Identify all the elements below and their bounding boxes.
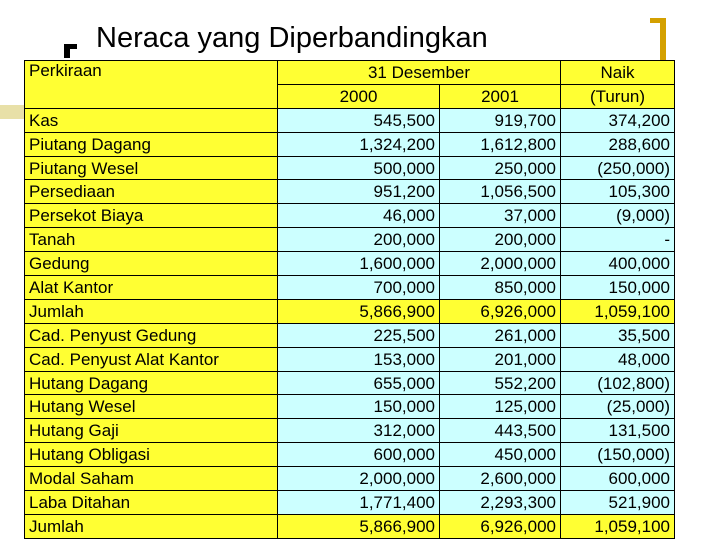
value-2001-cell: 850,000 bbox=[440, 276, 561, 300]
change-cell: 1,059,100 bbox=[561, 514, 675, 538]
value-2001-cell: 200,000 bbox=[440, 228, 561, 252]
value-2001-cell: 125,000 bbox=[440, 395, 561, 419]
value-2001-cell: 2,293,300 bbox=[440, 491, 561, 515]
value-2000-cell: 655,000 bbox=[278, 371, 440, 395]
value-2000-cell: 5,866,900 bbox=[278, 514, 440, 538]
table-row bbox=[25, 395, 675, 419]
value-2000-cell: 500,000 bbox=[278, 156, 440, 180]
period-header: 31 Desember bbox=[278, 61, 561, 85]
change-cell: (9,000) bbox=[561, 204, 675, 228]
change-cell: 374,200 bbox=[561, 108, 675, 132]
table-row bbox=[25, 467, 675, 491]
value-2000-cell: 600,000 bbox=[278, 443, 440, 467]
value-2001-cell: 201,000 bbox=[440, 347, 561, 371]
value-2001-cell: 1,056,500 bbox=[440, 180, 561, 204]
account-cell: Cad. Penyust Gedung bbox=[25, 323, 278, 347]
value-2000-cell: 200,000 bbox=[278, 228, 440, 252]
account-cell: Jumlah bbox=[25, 514, 278, 538]
value-2001-cell: 443,500 bbox=[440, 419, 561, 443]
value-2000-cell: 46,000 bbox=[278, 204, 440, 228]
change-cell: 105,300 bbox=[561, 180, 675, 204]
account-cell: Laba Ditahan bbox=[25, 491, 278, 515]
value-2001-cell: 250,000 bbox=[440, 156, 561, 180]
change-header-line1: Naik bbox=[561, 61, 675, 85]
change-cell: (102,800) bbox=[561, 371, 675, 395]
account-cell: Tanah bbox=[25, 228, 278, 252]
value-2000-cell: 153,000 bbox=[278, 347, 440, 371]
table-row bbox=[25, 371, 675, 395]
value-2000-cell: 1,771,400 bbox=[278, 491, 440, 515]
value-2001-cell: 2,000,000 bbox=[440, 252, 561, 276]
account-cell: Modal Saham bbox=[25, 467, 278, 491]
table-row bbox=[25, 180, 675, 204]
account-cell: Hutang Dagang bbox=[25, 371, 278, 395]
total-row bbox=[25, 514, 675, 538]
account-cell: Persediaan bbox=[25, 180, 278, 204]
value-2000-cell: 150,000 bbox=[278, 395, 440, 419]
value-2000-cell: 5,866,900 bbox=[278, 299, 440, 323]
header-row-1 bbox=[25, 61, 675, 85]
table-row bbox=[25, 491, 675, 515]
account-cell: Piutang Dagang bbox=[25, 132, 278, 156]
table-row bbox=[25, 132, 675, 156]
account-cell: Cad. Penyust Alat Kantor bbox=[25, 347, 278, 371]
change-cell: 288,600 bbox=[561, 132, 675, 156]
value-2000-cell: 1,324,200 bbox=[278, 132, 440, 156]
change-cell: 150,000 bbox=[561, 276, 675, 300]
change-cell: (150,000) bbox=[561, 443, 675, 467]
change-cell: 400,000 bbox=[561, 252, 675, 276]
value-2000-cell: 951,200 bbox=[278, 180, 440, 204]
total-row bbox=[25, 299, 675, 323]
table-row bbox=[25, 228, 675, 252]
value-2001-cell: 919,700 bbox=[440, 108, 561, 132]
value-2001-cell: 2,600,000 bbox=[440, 467, 561, 491]
value-2001-cell: 6,926,000 bbox=[440, 299, 561, 323]
balance-sheet-table bbox=[24, 60, 675, 539]
table-row bbox=[25, 347, 675, 371]
value-2000-cell: 312,000 bbox=[278, 419, 440, 443]
account-cell: Gedung bbox=[25, 252, 278, 276]
change-cell: (250,000) bbox=[561, 156, 675, 180]
value-2000-cell: 225,500 bbox=[278, 323, 440, 347]
table-row bbox=[25, 419, 675, 443]
table-row bbox=[25, 443, 675, 467]
value-2001-cell: 6,926,000 bbox=[440, 514, 561, 538]
change-cell: 600,000 bbox=[561, 467, 675, 491]
year-2001-header: 2001 bbox=[440, 84, 561, 108]
account-cell: Persekot Biaya bbox=[25, 204, 278, 228]
value-2001-cell: 261,000 bbox=[440, 323, 561, 347]
change-header-line2: (Turun) bbox=[561, 84, 675, 108]
left-bracket-decoration bbox=[64, 44, 70, 58]
table-row bbox=[25, 323, 675, 347]
value-2000-cell: 2,000,000 bbox=[278, 467, 440, 491]
table-row bbox=[25, 204, 675, 228]
account-cell: Hutang Gaji bbox=[25, 419, 278, 443]
account-cell: Hutang Obligasi bbox=[25, 443, 278, 467]
account-cell: Piutang Wesel bbox=[25, 156, 278, 180]
change-cell: 131,500 bbox=[561, 419, 675, 443]
change-cell: (25,000) bbox=[561, 395, 675, 419]
decorative-bar bbox=[0, 105, 27, 119]
account-cell: Hutang Wesel bbox=[25, 395, 278, 419]
change-cell: 48,000 bbox=[561, 347, 675, 371]
value-2000-cell: 1,600,000 bbox=[278, 252, 440, 276]
table-row bbox=[25, 252, 675, 276]
table-row bbox=[25, 108, 675, 132]
right-bracket-decoration bbox=[650, 18, 666, 60]
table-row bbox=[25, 156, 675, 180]
value-2001-cell: 450,000 bbox=[440, 443, 561, 467]
change-cell: 521,900 bbox=[561, 491, 675, 515]
change-cell: 35,500 bbox=[561, 323, 675, 347]
slide-title: Neraca yang Diperbandingkan bbox=[96, 22, 488, 54]
change-cell: 1,059,100 bbox=[561, 299, 675, 323]
year-2000-header: 2000 bbox=[278, 84, 440, 108]
value-2000-cell: 545,500 bbox=[278, 108, 440, 132]
value-2001-cell: 1,612,800 bbox=[440, 132, 561, 156]
account-cell: Jumlah bbox=[25, 299, 278, 323]
value-2000-cell: 700,000 bbox=[278, 276, 440, 300]
account-header: Perkiraan bbox=[25, 61, 278, 109]
account-cell: Alat Kantor bbox=[25, 276, 278, 300]
table-row bbox=[25, 276, 675, 300]
change-cell: - bbox=[561, 228, 675, 252]
account-cell: Kas bbox=[25, 108, 278, 132]
value-2001-cell: 37,000 bbox=[440, 204, 561, 228]
value-2001-cell: 552,200 bbox=[440, 371, 561, 395]
